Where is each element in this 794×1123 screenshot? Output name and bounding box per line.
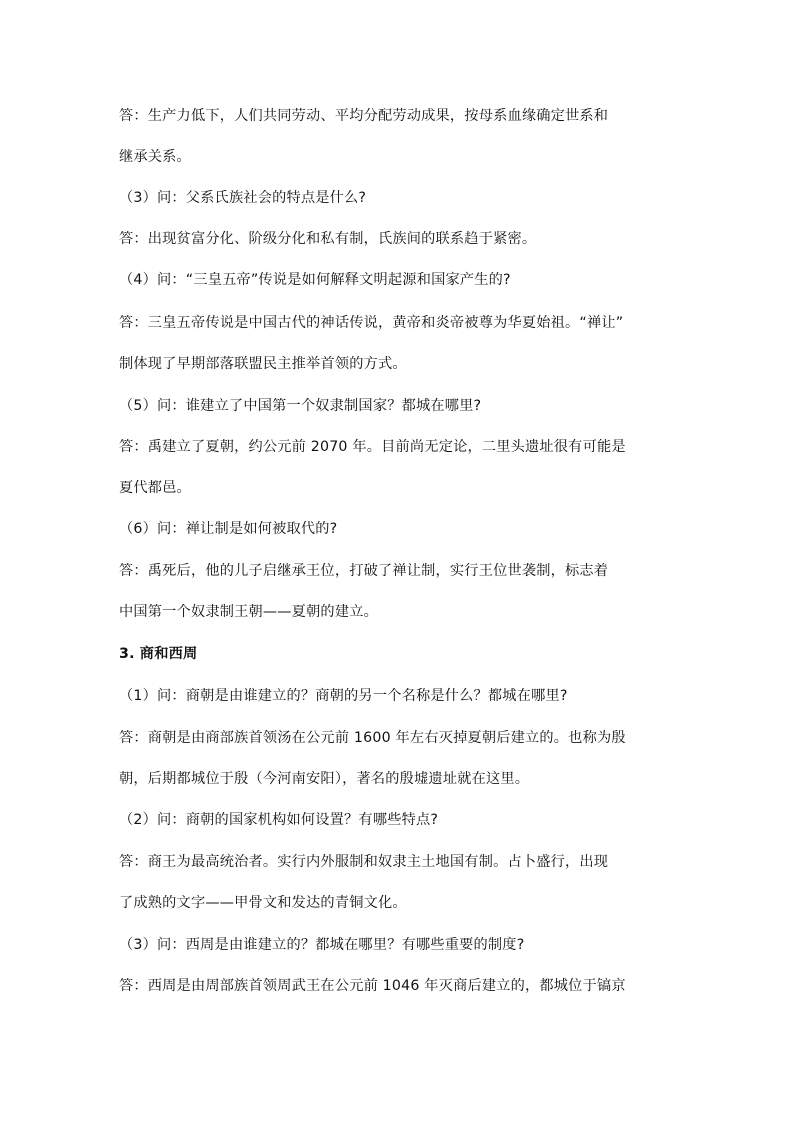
question-line: （3）问：父系氏族社会的特点是什么? [119, 190, 367, 206]
answer-line: 答：三皇五帝传说是中国古代的神话传说，黄帝和炎帝被尊为华夏始祖。“禅让” [119, 315, 624, 331]
answer-line: 答：西周是由周部族首领周武王在公元前 1046 年灭商后建立的，都城位于镐京 [119, 978, 626, 994]
question-line: （3）问：西周是由谁建立的？都城在哪里？有哪些重要的制度? [119, 937, 525, 953]
answer-line: 中国第一个奴隶制王朝——夏朝的建立。 [119, 604, 378, 620]
answer-line: 答：生产力低下，人们共同劳动、平均分配劳动成果，按母系血缘确定世系和 [119, 108, 609, 124]
question-line: （6）问：禅让制是如何被取代的? [119, 521, 338, 537]
answer-line: 答：商王为最高统治者。实行内外服制和奴隶主土地国有制。占卜盛行，出现 [119, 854, 609, 870]
answer-line: 制体现了早期部落联盟民主推举首领的方式。 [119, 356, 407, 372]
answer-line: 继承关系。 [119, 149, 191, 165]
question-line: （4）问：“三皇五帝”传说是如何解释文明起源和国家产生的? [119, 272, 511, 288]
answer-line: 夏代都邑。 [119, 480, 191, 496]
question-line: （1）问：商朝是由谁建立的？商朝的另一个名称是什么？都城在哪里? [119, 688, 568, 704]
section-heading: 3. 商和西周 [119, 646, 198, 662]
question-line: （5）问：谁建立了中国第一个奴隶制国家？都城在哪里? [119, 398, 482, 414]
question-line: （2）问：商朝的国家机构如何设置？有哪些特点? [119, 812, 439, 828]
answer-line: 答：商朝是由商部族首领汤在公元前 1600 年左右灭掉夏朝后建立的。也称为殷 [119, 730, 626, 746]
answer-line: 朝，后期都城位于殷（今河南安阳），著名的殷墟遗址就在这里。 [119, 771, 530, 787]
answer-line: 答：出现贫富分化、阶级分化和私有制，氏族间的联系趋于紧密。 [119, 231, 537, 247]
answer-line: 了成熟的文字——甲骨文和发达的青铜文化。 [119, 895, 407, 911]
answer-line: 答：禹死后，他的儿子启继承王位，打破了禅让制，实行王位世袭制，标志着 [119, 563, 609, 579]
answer-line: 答：禹建立了夏朝，约公元前 2070 年。目前尚无定论，二里头遗址很有可能是 [119, 439, 626, 455]
